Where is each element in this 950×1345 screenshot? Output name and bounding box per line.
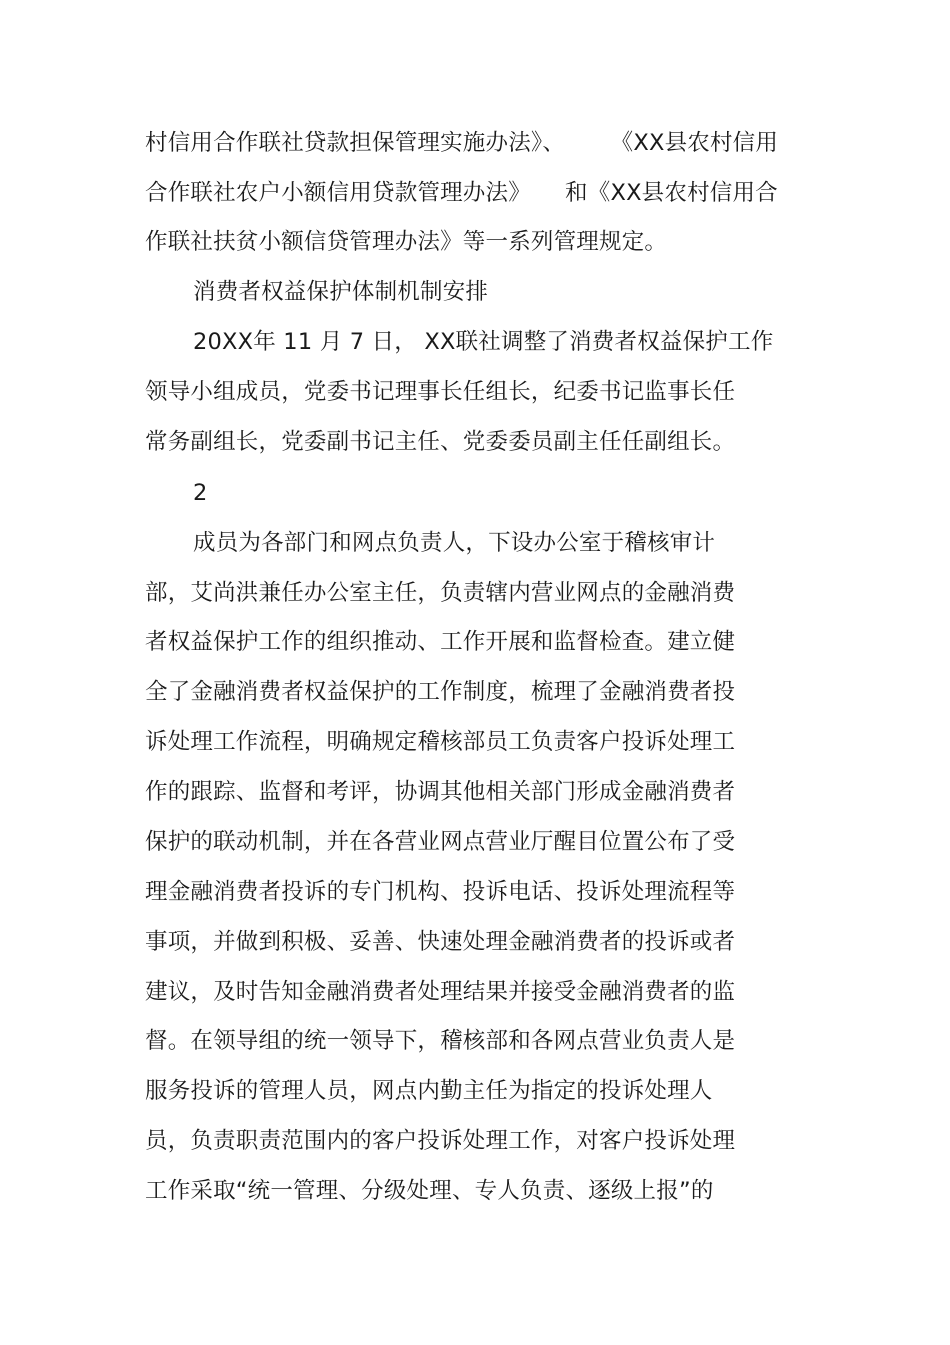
text-line: 成员为各部门和网点负责人，下设办公室于稽核审计 [193,530,716,556]
page-number: 2 [193,480,208,506]
text-line: 理金融消费者投诉的专门机构、投诉电话、投诉处理流程等 [145,879,736,905]
text-line: 常务副组长，党委副书记主任、党委委员副主任任副组长。 [145,429,736,455]
text-line: 建议，及时告知金融消费者处理结果并接受金融消费者的监 [145,979,736,1005]
text-line: 督。在领导组的统一领导下，稽核部和各网点营业负责人是 [145,1028,736,1054]
text-line: 员，负责职责范围内的客户投诉处理工作，对客户投诉处理 [145,1128,736,1154]
section-heading: 消费者权益保护体制机制安排 [193,279,489,305]
text-line: 20XX年 11 月 7 日， XX联社调整了消费者权益保护工作 [193,329,774,355]
text-line: 合作联社农户小额信用贷款管理办法》 和《XX县农村信用合 [145,180,778,206]
text-line: 服务投诉的管理人员，网点内勤主任为指定的投诉处理人 [145,1078,713,1104]
text-line: 全了金融消费者权益保护的工作制度，梳理了金融消费者投 [145,679,736,705]
text-line: 者权益保护工作的组织推动、工作开展和监督检查。建立健 [145,629,736,655]
text-line: 作联社扶贫小额信贷管理办法》等一系列管理规定。 [145,229,668,255]
text-line: 诉处理工作流程，明确规定稽核部员工负责客户投诉处理工 [145,729,736,755]
text-line: 村信用合作联社贷款担保管理实施办法》、 《XX县农村信用 [145,130,779,156]
text-line: 领导小组成员，党委书记理事长任组长，纪委书记监事长任 [145,379,736,405]
text-line: 部，艾尚洪兼任办公室主任，负责辖内营业网点的金融消费 [145,580,736,606]
text-line: 事项，并做到积极、妥善、快速处理金融消费者的投诉或者 [145,929,736,955]
text-line: 作的跟踪、监督和考评，协调其他相关部门形成金融消费者 [145,779,736,805]
text-line: 保护的联动机制，并在各营业网点营业厅醒目位置公布了受 [145,829,736,855]
text-line: 工作采取“统一管理、分级处理、专人负责、逐级上报”的 [145,1178,714,1204]
